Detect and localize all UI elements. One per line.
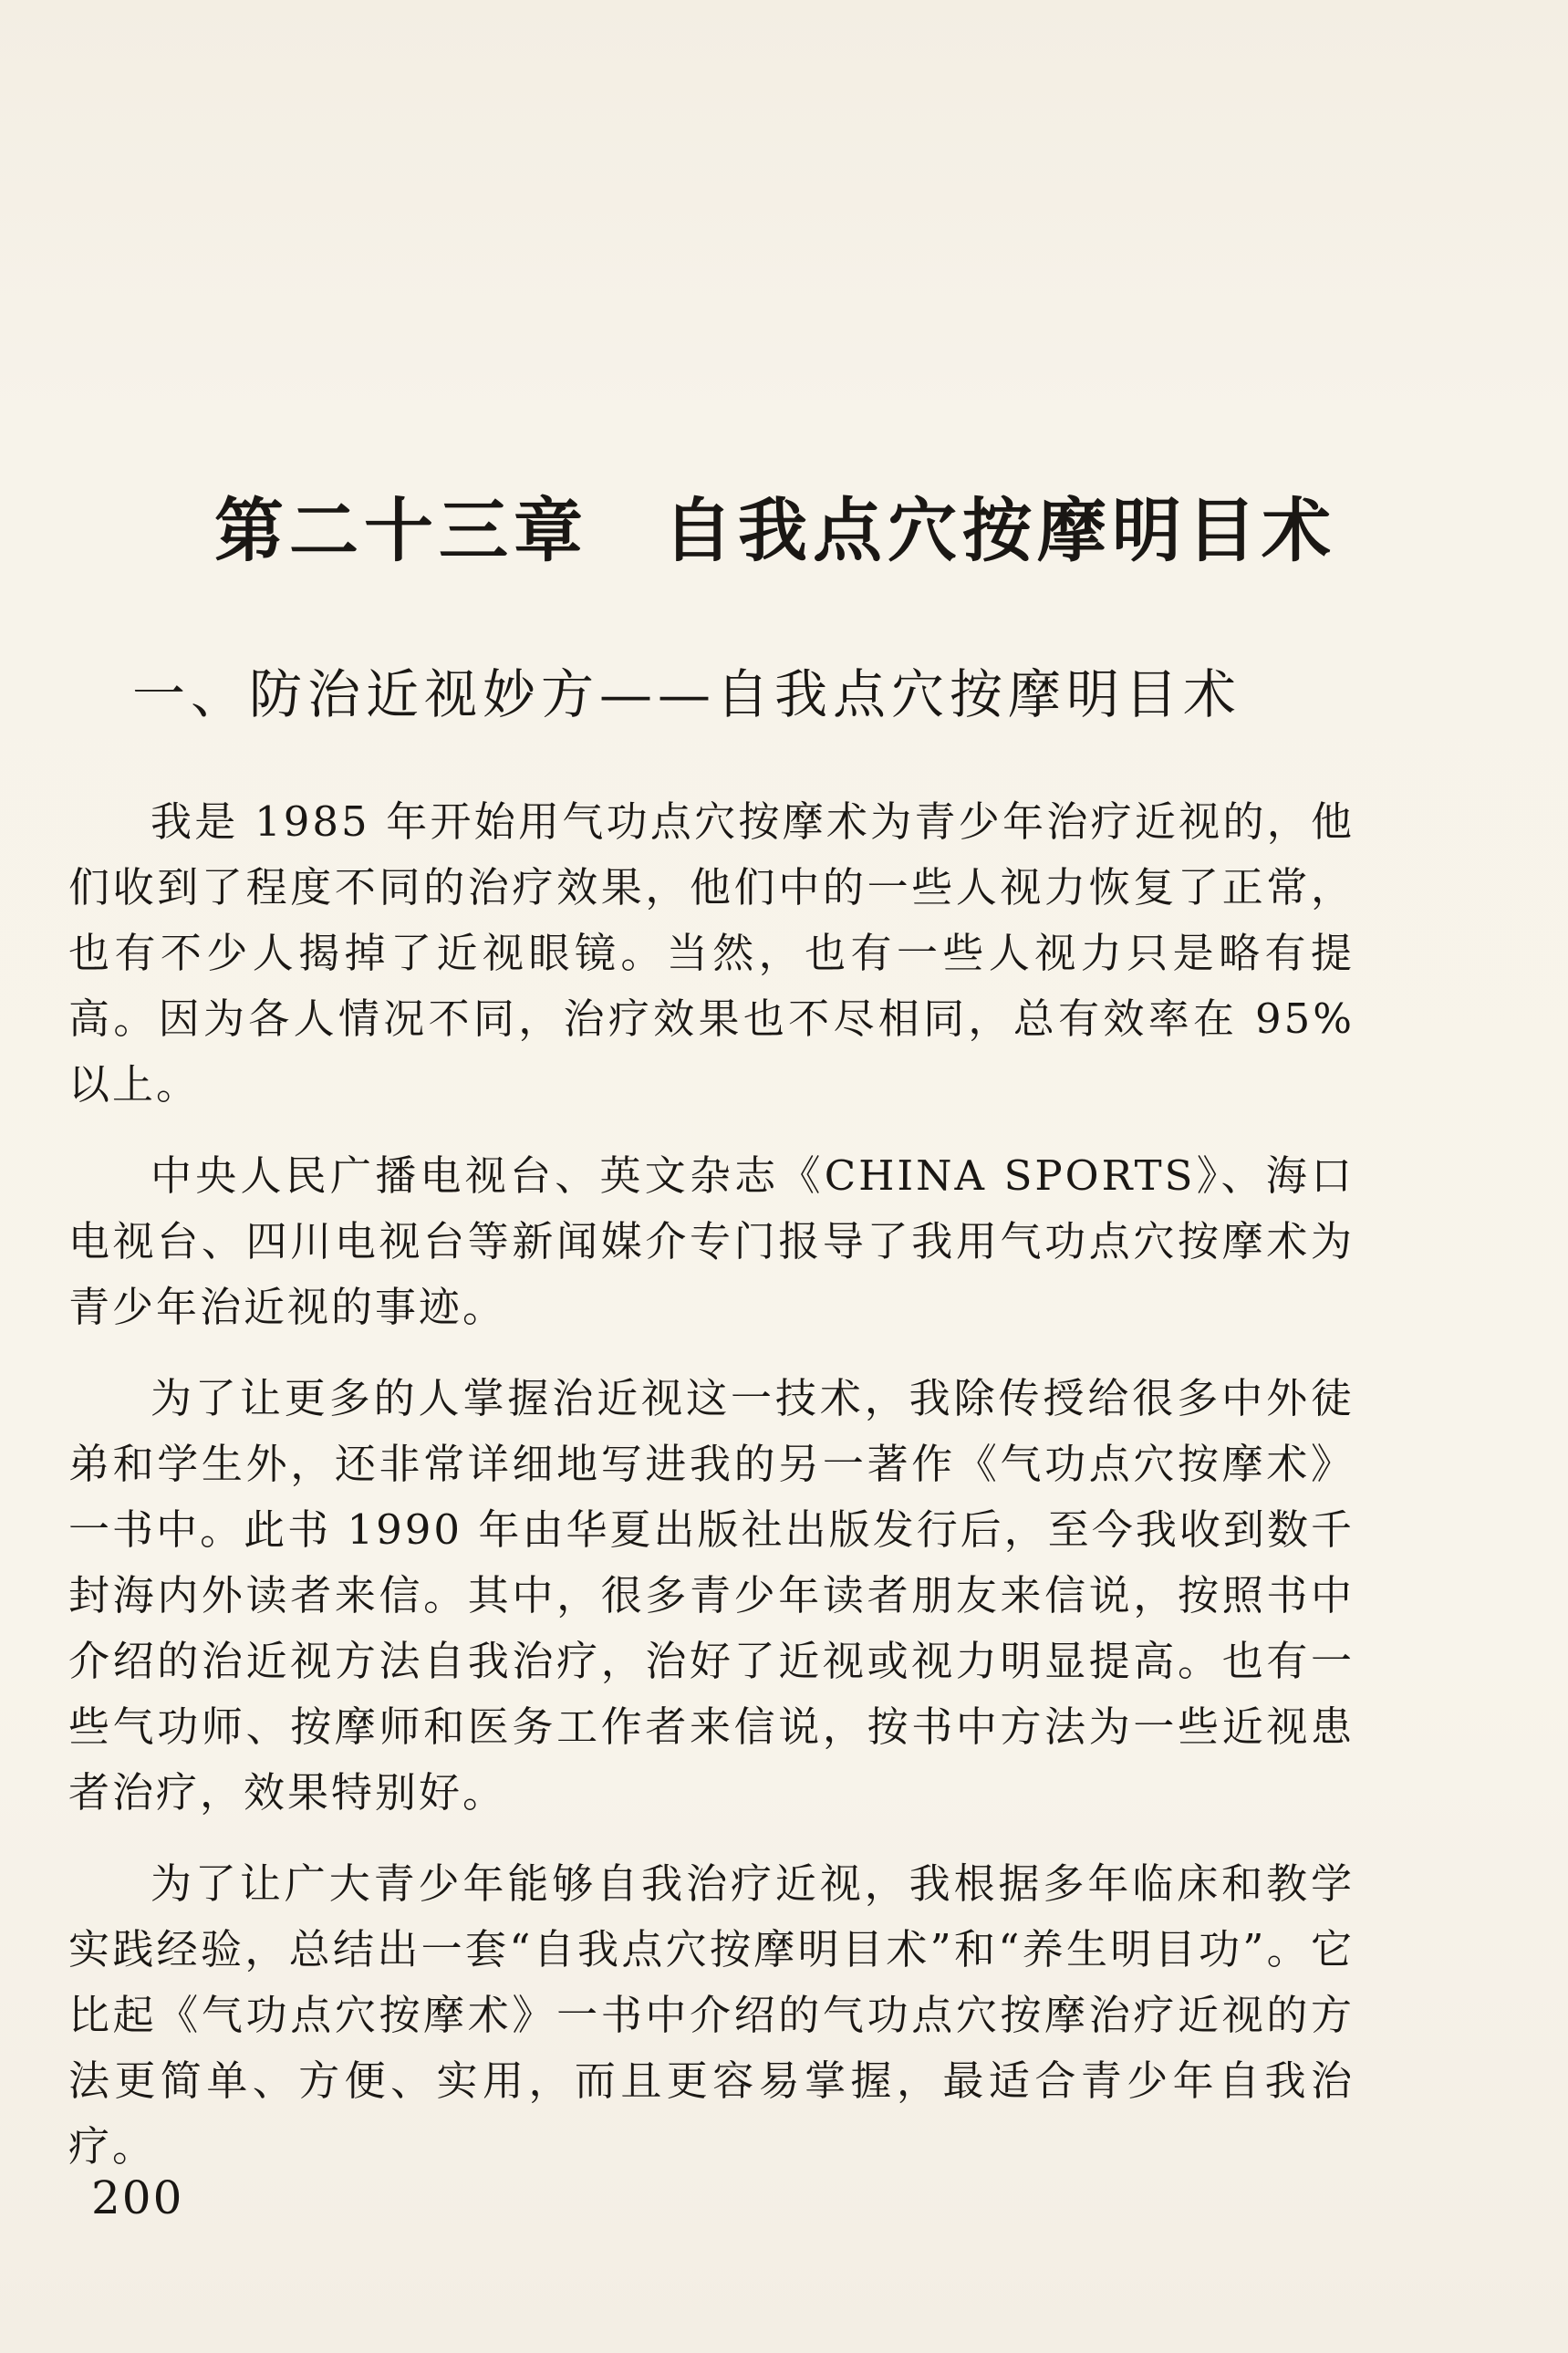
paragraph: 我是 1985 年开始用气功点穴按摩术为青少年治疗近视的，他们收到了程度不同的治疗效果，他们中的一些人视力恢复了正常，也有不少人揭掉了近视眼镜。当然，也有一些人视力只是略有提高。因为各人情况不同，治疗效果也不尽相同，总有效率在 95%以上。: [68, 797, 1355, 1109]
page-number: 200: [91, 2171, 184, 2224]
body-text: [68, 789, 1355, 2205]
paragraph: 为了让更多的人掌握治近视这一技术，我除传授给很多中外徒弟和学生外，还非常详细地写进我的另一著作《气功点穴按摩术》一书中。此书 1990 年由华夏出版社出版发行后，至今我收到数千封海内外读者来信。其中，很多青少年读者朋友来信说，按照书中介绍的治近视方法自我治疗，治好了近视或视力明显提高。也有一些气功师、按摩师和医务工作者来信说，按书中方法为一些近视患者治疗，效果特别好。: [68, 1374, 1355, 1817]
section-title: 一、防治近视妙方——自我点穴按摩明目术: [132, 663, 1242, 725]
chapter-title: 第二十三章 自我点穴按摩明目术: [214, 490, 1336, 571]
paragraph: 中央人民广播电视台、英文杂志《CHINA SPORTS》、海口电视台、四川电视台等新闻媒介专门报导了我用气功点穴按摩术为青少年治近视的事迹。: [68, 1151, 1355, 1331]
paragraph: 为了让广大青少年能够自我治疗近视，我根据多年临床和教学实践经验，总结出一套“自我点穴按摩明目术”和“养生明目功”。它比起《气功点穴按摩术》一书中介绍的气功点穴按摩治疗近视的方法更简单、方便、实用，而且更容易掌握，最适合青少年自我治疗。: [68, 1859, 1355, 2171]
